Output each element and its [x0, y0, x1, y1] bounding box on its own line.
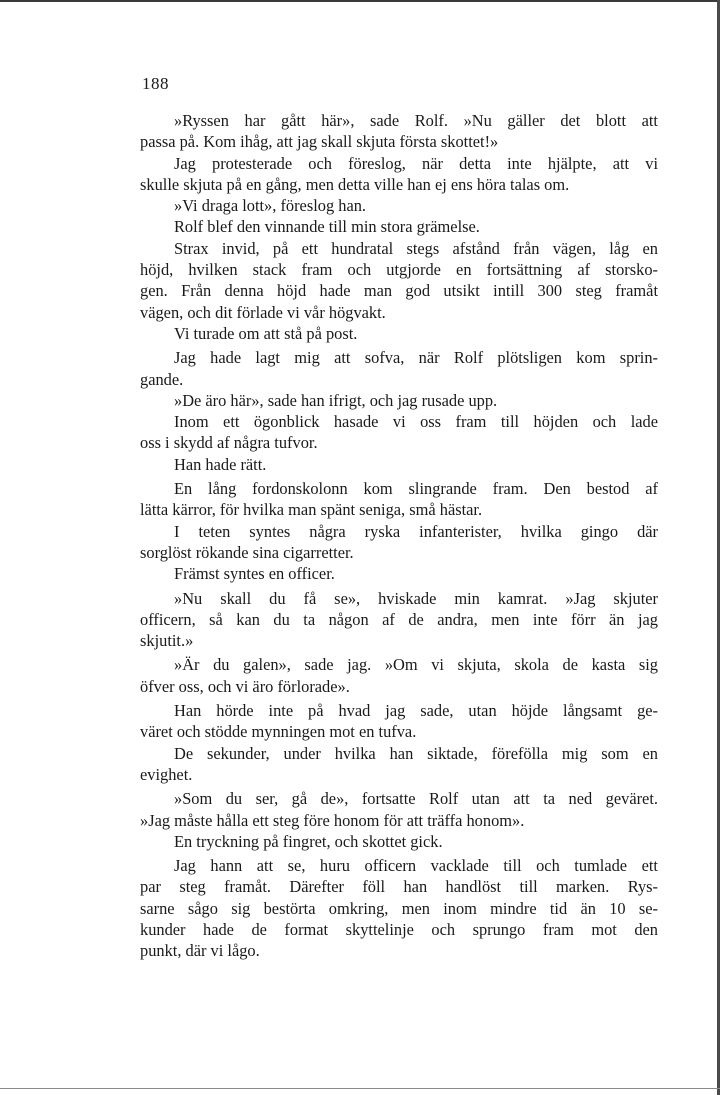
text-line: öfver oss, och vi äro förlorade». [140, 676, 350, 696]
text-line: »Nu skall du få se», hviskade min kamrat. »Jag skjuter [174, 588, 658, 608]
text-line: gande. [140, 369, 184, 389]
text-line: passa på. Kom ihåg, att jag skall skjuta första skottet!» [140, 132, 499, 152]
text-line: »Som du ser, gå de», fortsatte Rolf utan att ta ned geväret. [174, 789, 658, 809]
text-body [140, 110, 658, 962]
text-line: Strax invid, på ett hundratal stegs afstånd från vägen, låg en [174, 238, 658, 258]
text-line: sorglöst rökande sina cigarretter. [140, 542, 354, 562]
text-line: Jag hade lagt mig att sofva, när Rolf plötsligen kom sprin- [174, 348, 658, 368]
text-line: Han hade rätt. [174, 454, 267, 474]
text-line: officern, så kan du ta någon af de andra, men inte förr än jag [140, 609, 658, 629]
text-line: Inom ett ögonblick hasade vi oss fram till höjden och lade [174, 412, 658, 432]
text-line: »Ryssen har gått här», sade Rolf. »Nu gäller det blott att [174, 111, 658, 130]
text-line: Vi turade om att stå på post. [174, 323, 358, 343]
text-line: vägen, och dit förlade vi vår högvakt. [140, 302, 386, 322]
text-line: skjutit.» [140, 631, 194, 651]
text-line: En tryckning på fingret, och skottet gick. [174, 831, 443, 851]
text-line: Jag hann att se, huru officern vacklade till och tumlade ett [174, 856, 658, 876]
text-line: »De äro här», sade han ifrigt, och jag rusade upp. [174, 390, 498, 410]
text-line: gen. Från denna höjd hade man god utsikt intill 300 steg framåt [140, 281, 658, 301]
text-line: Främst syntes en officer. [174, 564, 335, 584]
text-line: Jag protesterade och föreslog, när detta inte hjälpte, att vi [174, 153, 658, 173]
text-line: I teten syntes några ryska infanterister, hvilka gingo där [174, 521, 658, 541]
page-bottom-edge [0, 1088, 720, 1089]
text-line: skulle skjuta på en gång, men detta ville han ej ens höra talas om. [140, 174, 570, 194]
text-line: punkt, där vi lågo. [140, 941, 260, 961]
text-line: »Jag måste hålla ett steg före honom för att träffa honom». [140, 810, 525, 830]
text-line: En lång fordonskolonn kom slingrande fram. Den bestod af [174, 479, 658, 499]
text-line: oss i skydd af några tufvor. [140, 433, 318, 453]
text-line: Rolf blef den vinnande till min stora grämelse. [174, 217, 480, 237]
text-line: »Är du galen», sade jag. »Om vi skjuta, skola de kasta sig [174, 655, 658, 675]
text-line: sarne sågo sig bestörta omkring, men inom mindre tid än 10 se- [140, 898, 658, 918]
text-line: höjd, hvilken stack fram och utgjorde en fortsättning af storsko- [140, 260, 658, 280]
text-line: par steg framåt. Därefter föll han handlöst till marken. Rys- [140, 877, 658, 897]
text-line: evighet. [140, 764, 193, 784]
text-line: kunder hade de format skyttelinje och sprungo fram mot den [140, 919, 658, 939]
page-number: 188 [142, 74, 169, 93]
text-line: Han hörde inte på hvad jag sade, utan höjde långsamt ge- [174, 701, 658, 721]
text-line: väret och stödde mynningen mot en tufva. [140, 722, 417, 742]
text-line: »Vi draga lott», föreslog han. [174, 196, 367, 216]
page-top-edge [0, 0, 720, 2]
text-line: De sekunder, under hvilka han siktade, förefölla mig som en [174, 743, 658, 763]
text-line: lätta kärror, för hvilka man spänt seniga, små hästar. [140, 500, 483, 520]
